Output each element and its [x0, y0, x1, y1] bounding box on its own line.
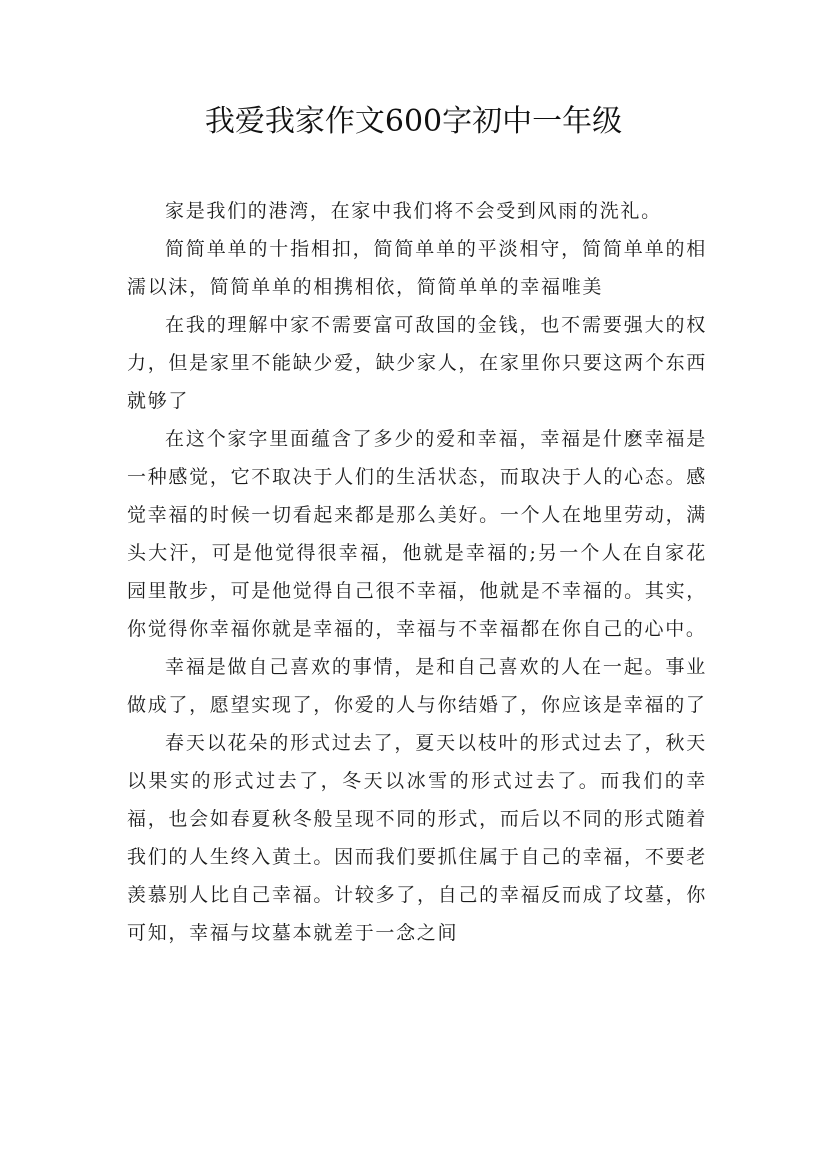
paragraph-5: 幸福是做自己喜欢的事情，是和自己喜欢的人在一起。事业做成了，愿望实现了，你爱的人与你结婚了，你应该是幸福的了	[127, 656, 707, 716]
document-title: 我爱我家作文600字初中一年级	[204, 104, 623, 139]
paragraph-1: 家是我们的港湾，在家中我们将不会受到风雨的洗礼。	[165, 200, 662, 222]
paragraph-6: 春天以花朵的形式过去了，夏天以枝叶的形式过去了，秋天以果实的形式过去了，冬天以冰雪的形式过去了。而我们的幸福，也会如春夏秋冬般呈现不同的形式，而后以不同的形式随着我们的人生终入黄土。因而我们要抓住属于自己的幸福，不要老羡慕别人比自己幸福。计较多了，自己的幸福反而成了坟墓，你可知，幸福与坟墓本就差于一念之间	[127, 732, 707, 944]
paragraph-3: 在我的理解中家不需要富可敌国的金钱，也不需要强大的权力，但是家里不能缺少爱，缺少家人，在家里你只要这两个东西就够了	[127, 314, 707, 412]
paragraph-4: 在这个家字里面蕴含了多少的爱和幸福，幸福是什麽幸福是一种感觉，它不取决于人们的生活状态，而取决于人的心态。感觉幸福的时候一切看起来都是那么美好。一个人在地里劳动，满头大汗，可是他觉得很幸福，他就是幸福的;另一个人在自家花园里散步，可是他觉得自己很不幸福，他就是不幸福的。其实，你觉得你幸福你就是幸福的，幸福与不幸福都在你自己的心中。	[127, 428, 707, 640]
document-body	[127, 192, 707, 952]
paragraph-2: 简简单单的十指相扣，简简单单的平淡相守，简简单单的相濡以沫，简简单单的相携相依，简简单单的幸福唯美	[127, 238, 707, 298]
